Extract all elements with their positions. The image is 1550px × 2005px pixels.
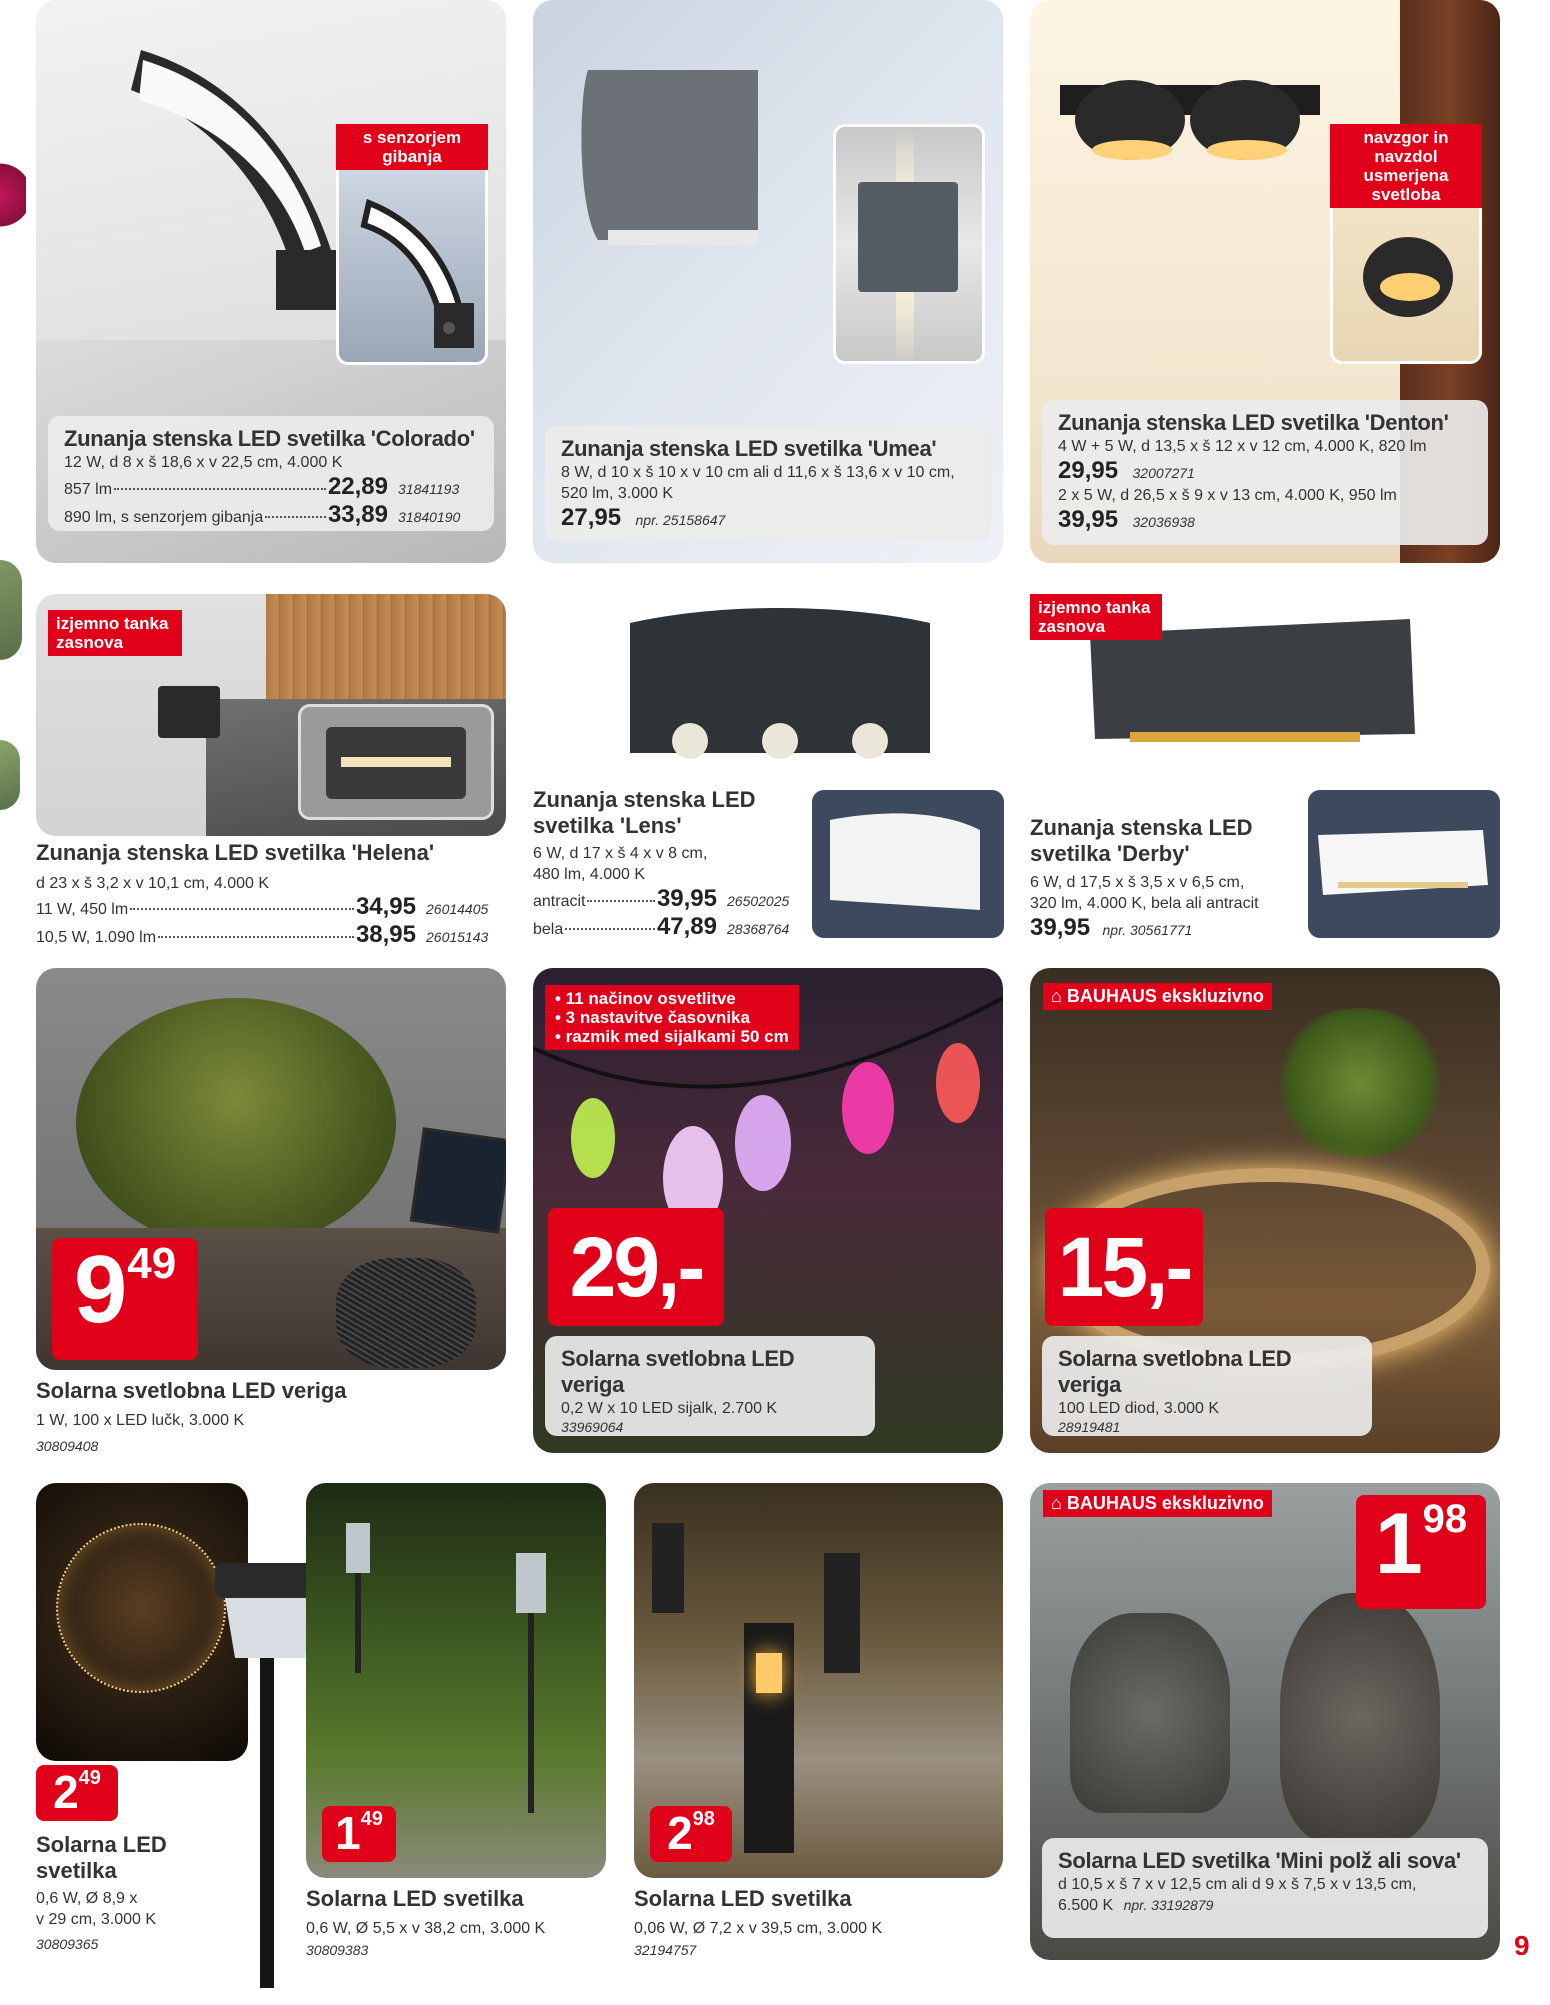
product-spec (533, 843, 707, 885)
exclusive-badge (1043, 983, 1272, 1010)
price-tag (1045, 1208, 1203, 1326)
product-spec: 0,06 W, Ø 7,2 x v 39,5 cm, 3.000 K (634, 1920, 883, 1937)
feature-list (545, 985, 799, 1050)
exclusive-badge (1043, 1490, 1272, 1517)
price: 33,89 (327, 501, 388, 528)
exclusive-label: BAUHAUS ekskluzivno (1066, 1493, 1264, 1513)
article-number: 30809383 (306, 1942, 369, 1958)
price: 22,89 (327, 473, 388, 500)
light-pattern (56, 1523, 226, 1693)
product-title (533, 787, 756, 839)
price-value: 29,- (569, 1220, 703, 1314)
stake-lamps (336, 1523, 576, 1843)
lamp-image (578, 50, 778, 250)
price-decimal: 98 (692, 1808, 715, 1830)
product-title: Solarna svetlobna LED veriga (561, 1346, 795, 1397)
product-title: Solarna LED svetilka 'Mini polž ali sova' (1058, 1848, 1461, 1873)
feature-badge: navzgor in navzdol usmerjena svetloba (1330, 124, 1482, 208)
article-number: 26502025 (727, 893, 790, 909)
price-integer: 2 (667, 1807, 693, 1859)
wooden-facade (266, 594, 506, 699)
bollard (824, 1553, 860, 1673)
product-info (48, 416, 494, 531)
article-number: 26015143 (426, 929, 489, 945)
product-title: Zunanja stenska LED svetilka 'Helena' (36, 840, 435, 865)
price-integer: 2 (53, 1766, 79, 1818)
article-number: npr. 25158647 (635, 512, 726, 528)
article-number: npr. 30561771 (1102, 922, 1193, 938)
house-icon: ⌂ (1051, 1493, 1067, 1513)
price: 39,95 (1030, 914, 1091, 941)
title-line: Zunanja stenska LED (533, 787, 756, 812)
product-spec: 0,2 W x 10 LED sijalk, 2.700 K (561, 1400, 778, 1417)
product-title (1030, 815, 1253, 867)
price: 34,95 (355, 893, 416, 920)
article-number: 26014405 (426, 901, 489, 917)
snail-figure (1070, 1613, 1230, 1813)
lamp-image (1060, 60, 1360, 180)
spec-line: 6 W, d 17,5 x š 3,5 x v 6,5 cm, (1030, 874, 1245, 891)
lamp-image (91, 20, 361, 330)
price-tag (1356, 1495, 1486, 1609)
owl-figure (1280, 1593, 1440, 1843)
feature-badge: s senzorjem gibanja (336, 124, 488, 170)
product-spec (1030, 872, 1259, 914)
price-row (533, 913, 803, 941)
price-row (64, 473, 478, 501)
sensor-thumbnail (336, 160, 488, 365)
variant-label: 890 lm, s senzorjem gibanja (64, 509, 264, 526)
price-value: 15,- (1057, 1220, 1191, 1314)
article-number: 31841193 (398, 481, 460, 497)
price-decimal: 98 (1422, 1497, 1468, 1541)
product-spec: 8 W, d 10 x š 10 x v 10 cm ali d 11,6 x š 13,6 x v 10 cm, (561, 464, 955, 481)
price: 39,95 (656, 885, 717, 912)
spec-line: 0,6 W, Ø 8,9 x (36, 1890, 138, 1907)
price-decimal: 49 (127, 1239, 177, 1288)
price-list (533, 885, 803, 941)
price-tag (52, 1238, 198, 1360)
price: 38,95 (355, 921, 416, 948)
variant-label: antracit (533, 893, 586, 910)
feature-badge: izjemno tanka zasnova (48, 610, 182, 656)
product-info (545, 1336, 875, 1436)
product-title: Solarna svetlobna LED veriga (36, 1378, 347, 1403)
product-spec: 2 x 5 W, d 26,5 x š 9 x v 13 cm, 4.000 K, 950 lm (1058, 487, 1397, 504)
lamp-thumbnail-white (1308, 790, 1500, 938)
product-info (545, 426, 991, 541)
article-number: npr. 33192879 (1123, 1897, 1214, 1913)
exclusive-label: BAUHAUS ekskluzivno (1066, 986, 1264, 1006)
title-line: svetilka 'Lens' (533, 813, 682, 838)
article-number: 32007271 (1132, 465, 1195, 481)
product-card-colorado[interactable] (36, 0, 506, 563)
article-number: 33969064 (561, 1419, 624, 1435)
product-title: Zunanja stenska LED svetilka 'Denton' (1058, 410, 1449, 435)
article-number: 30809408 (36, 1438, 99, 1454)
title-line: Solarna LED (36, 1832, 167, 1857)
product-spec: d 10,5 x š 7 x v 12,5 cm ali d 9 x š 7,5 x v 13,5 cm, (1058, 1876, 1417, 1893)
product-spec: 520 lm, 3.000 K (561, 485, 674, 502)
price-list (36, 893, 506, 949)
article-number: 28368764 (727, 921, 790, 937)
price-integer: 9 (73, 1236, 128, 1343)
price: 39,95 (1058, 506, 1119, 533)
price-tag (650, 1806, 732, 1862)
product-title: Zunanja stenska LED svetilka 'Umea' (561, 436, 937, 461)
title-line: Zunanja stenska LED (1030, 815, 1253, 840)
product-card-umea[interactable] (533, 0, 1003, 563)
price: 29,95 (1058, 457, 1119, 484)
price-row (64, 501, 478, 529)
page-number: 9 (1514, 1930, 1530, 1961)
product-title: Solarna LED svetilka (306, 1886, 524, 1911)
product-title: Solarna svetlobna LED veriga (1058, 1346, 1292, 1397)
product-title (36, 1832, 167, 1884)
price-row (36, 893, 506, 921)
product-spec: d 23 x š 3,2 x v 10,1 cm, 4.000 K (36, 875, 270, 892)
product-info (1042, 1336, 1372, 1436)
price-row (533, 885, 803, 913)
product-spec (36, 1888, 156, 1930)
article-number: 28919481 (1058, 1419, 1121, 1435)
variant-label: bela (533, 921, 564, 938)
article-number: 32194757 (634, 1942, 697, 1958)
product-spec: 100 LED diod, 3.000 K (1058, 1400, 1220, 1417)
price-tag (36, 1765, 118, 1821)
spec-line: 6 W, d 17 x š 4 x v 8 cm, (533, 845, 708, 862)
product-card-denton[interactable] (1030, 0, 1500, 563)
article-number: 31840190 (398, 509, 461, 525)
variant-label: 857 lm (64, 481, 113, 498)
cable-coil (336, 1258, 476, 1368)
spec-line: 320 lm, 4.000 K, bela ali antracit (1030, 895, 1259, 912)
title-line: svetilka 'Derby' (1030, 841, 1190, 866)
article-number: 32036938 (1132, 514, 1195, 530)
variant-label: 11 W, 450 lm (36, 901, 129, 918)
lamp-thumbnail (298, 704, 494, 820)
plant (1270, 1008, 1450, 1158)
price-row (1030, 914, 1192, 942)
bush (76, 998, 396, 1248)
product-spec: 1 W, 100 x LED lučk, 3.000 K (36, 1412, 245, 1429)
lamp-thumbnail-white (812, 790, 1004, 938)
price-tag (322, 1806, 396, 1862)
lamp-image (158, 686, 220, 738)
price-row (36, 921, 506, 949)
product-spec: 0,6 W, Ø 5,5 x v 38,2 cm, 3.000 K (306, 1920, 546, 1937)
title-line: svetilka (36, 1858, 117, 1883)
solar-panel (410, 1127, 506, 1234)
product-title: Solarna LED svetilka (634, 1886, 852, 1911)
leaf-decoration (0, 740, 20, 810)
feature-item: • 11 načinov osvetlitve (555, 989, 736, 1008)
bollard-light (756, 1653, 782, 1693)
feature-item: • 3 nastavitve časovnika (555, 1008, 750, 1027)
price: 47,89 (656, 913, 717, 940)
price-integer: 1 (1374, 1496, 1423, 1592)
price-tag (548, 1208, 724, 1326)
product-spec: 6.500 K (1058, 1897, 1114, 1914)
lamp-thumbnail (833, 124, 985, 364)
product-spec: 12 W, d 8 x š 18,6 x v 22,5 cm, 4.000 K (64, 454, 343, 471)
price-integer: 1 (335, 1807, 361, 1859)
feature-badge: izjemno tanka zasnova (1030, 594, 1162, 640)
article-number: 30809365 (36, 1936, 99, 1952)
variant-label: 10,5 W, 1.090 lm (36, 929, 157, 946)
leaf-decoration (0, 560, 22, 660)
house-icon: ⌂ (1051, 986, 1067, 1006)
product-info (1042, 1838, 1488, 1938)
feature-item: • razmik med sijalkami 50 cm (555, 1027, 789, 1046)
bollard (652, 1523, 684, 1613)
spec-line: 480 lm, 4.000 K (533, 866, 646, 883)
price-decimal: 49 (360, 1808, 383, 1830)
lamp-image-lens[interactable] (620, 603, 940, 773)
product-spec: 4 W + 5 W, d 13,5 x š 12 x v 12 cm, 4.000 K, 820 lm (1058, 438, 1427, 455)
spec-line: v 29 cm, 3.000 K (36, 1911, 157, 1928)
price-decimal: 49 (78, 1767, 101, 1789)
flower-decoration (0, 150, 26, 240)
product-info (1042, 400, 1488, 545)
product-title: Zunanja stenska LED svetilka 'Colorado' (64, 426, 475, 451)
price: 27,95 (561, 504, 622, 531)
